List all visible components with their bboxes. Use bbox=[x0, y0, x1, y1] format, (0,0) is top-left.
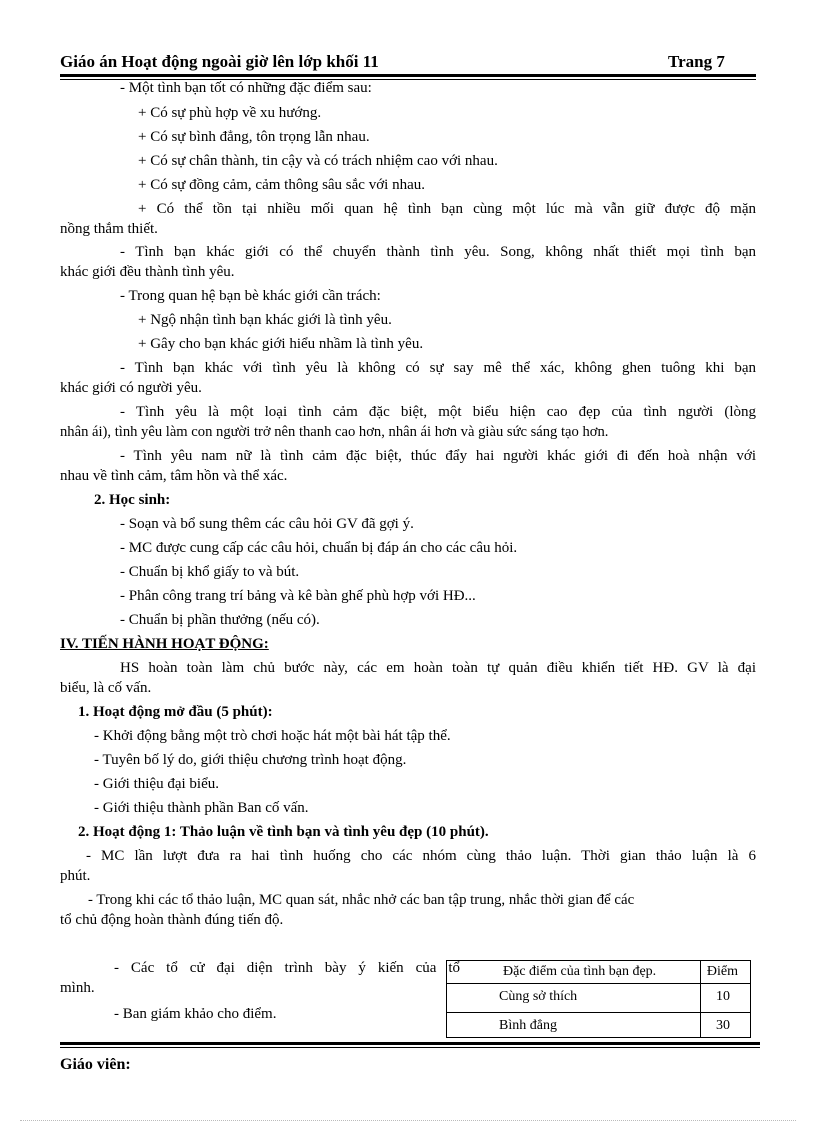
activity-heading: 2. Hoạt động 1: Thảo luận về tình bạn và tình yêu đẹp (10 phút). bbox=[78, 824, 489, 840]
paragraph-line: - MC lần lượt đưa ra hai tình huống cho các nhóm cùng thảo luận. Thời gian thảo luận là 6 bbox=[86, 848, 756, 864]
bullet-line: + Gây cho bạn khác giới hiểu nhầm là tình yêu. bbox=[138, 336, 424, 352]
paragraph-line: - Trong quan hệ bạn bè khác giới cần trách: bbox=[120, 288, 381, 304]
paragraph-line: - Một tình bạn tốt có những đặc điểm sau: bbox=[120, 80, 372, 96]
bullet-line: + Có sự bình đẳng, tôn trọng lẫn nhau. bbox=[138, 129, 370, 145]
paragraph-line: - Ban giám khảo cho điểm. bbox=[114, 1006, 277, 1022]
section-heading-students: 2. Học sinh: bbox=[94, 492, 171, 508]
activity-heading: 1. Hoạt động mở đầu (5 phút): bbox=[78, 704, 273, 720]
paragraph-line: - Tình yêu là một loại tình cảm đặc biệt, một biểu hiện cao đẹp của tình người (lòng bbox=[120, 404, 756, 420]
bullet-line: + Có thể tồn tại nhiều mối quan hệ tình bạn cùng một lúc mà vẫn giữ được độ mặn bbox=[138, 201, 756, 217]
page-edge bbox=[20, 1120, 796, 1121]
paragraph-line: phút. bbox=[60, 868, 91, 884]
table-cell-points: 10 bbox=[700, 984, 750, 1013]
table-header-criteria: Đặc điểm của tình bạn đẹp. bbox=[447, 961, 701, 984]
table-cell-points: 30 bbox=[700, 1013, 750, 1038]
bullet-line: + Có sự chân thành, tin cậy và có trách nhiệm cao với nhau. bbox=[138, 153, 498, 169]
footer-rule bbox=[60, 1042, 760, 1045]
paragraph-line: nhau về tình cảm, tâm hồn và thể xác. bbox=[60, 468, 288, 484]
table-cell-criteria: Cùng sở thích bbox=[447, 984, 701, 1013]
paragraph-line: khác giới đều thành tình yêu. bbox=[60, 264, 235, 280]
section-heading-activities: IV. TIẾN HÀNH HOẠT ĐỘNG: bbox=[60, 636, 269, 652]
list-item: - Soạn và bổ sung thêm các câu hỏi GV đã gợi ý. bbox=[120, 516, 414, 532]
list-item: - Giới thiệu thành phần Ban cố vấn. bbox=[94, 800, 309, 816]
footer-teacher-label: Giáo viên: bbox=[60, 1056, 131, 1073]
paragraph-line: nhân ái), tình yêu làm con người trở nên thanh cao hơn, nhân ái hơn và giàu sức sáng tạo hơn. bbox=[60, 424, 609, 440]
header-rule bbox=[60, 74, 756, 77]
paragraph-line: nồng thắm thiết. bbox=[60, 221, 158, 237]
list-item: - Tuyên bố lý do, giới thiệu chương trình hoạt động. bbox=[94, 752, 407, 768]
paragraph-line: tổ chủ động hoàn thành đúng tiến độ. bbox=[60, 912, 284, 928]
list-item: - MC được cung cấp các câu hỏi, chuẩn bị đáp án cho các câu hỏi. bbox=[120, 540, 518, 556]
page-number: Trang 7 bbox=[668, 52, 725, 71]
table-row bbox=[447, 1013, 751, 1038]
table-header-row bbox=[447, 961, 751, 984]
paragraph-line: khác giới có người yêu. bbox=[60, 380, 202, 396]
list-item: - Khởi động bằng một trò chơi hoặc hát một bài hát tập thể. bbox=[94, 728, 451, 744]
list-item: - Giới thiệu đại biểu. bbox=[94, 776, 219, 792]
score-table bbox=[446, 960, 751, 1038]
table-header-points: Điểm bbox=[700, 961, 750, 984]
list-item: - Chuẩn bị phần thưởng (nếu có). bbox=[120, 612, 320, 628]
document-title: Giáo án Hoạt động ngoài giờ lên lớp khối 11 bbox=[60, 52, 379, 71]
paragraph-line: - Các tổ cử đại diện trình bày ý kiến của tổ bbox=[114, 960, 460, 976]
table-cell-criteria: Bình đẳng bbox=[447, 1013, 701, 1038]
list-item: - Chuẩn bị khổ giấy to và bút. bbox=[120, 564, 300, 580]
bullet-line: + Ngộ nhận tình bạn khác giới là tình yêu. bbox=[138, 312, 392, 328]
bullet-line: + Có sự đồng cảm, cảm thông sâu sắc với nhau. bbox=[138, 177, 425, 193]
paragraph-line: - Trong khi các tổ thảo luận, MC quan sát, nhắc nhở các ban tập trung, nhắc thời gian để các bbox=[88, 892, 635, 908]
footer-rule-thin bbox=[60, 1047, 760, 1048]
paragraph-line: mình. bbox=[60, 980, 95, 996]
paragraph-line: HS hoàn toàn làm chủ bước này, các em hoàn toàn tự quản điều khiển tiết HĐ. GV là đại bbox=[120, 660, 756, 676]
bullet-line: + Có sự phù hợp về xu hướng. bbox=[138, 105, 322, 121]
page-break-mask bbox=[440, 1038, 760, 1058]
table-row bbox=[447, 984, 751, 1013]
paragraph-line: - Tình yêu nam nữ là tình cảm đặc biệt, thúc đẩy hai người khác giới đi đến hoà nhận với bbox=[120, 448, 756, 464]
list-item: - Phân công trang trí bảng và kê bàn ghế phù hợp với HĐ... bbox=[120, 588, 476, 604]
paragraph-line: biểu, là cố vấn. bbox=[60, 680, 152, 696]
page-header bbox=[60, 52, 760, 76]
paragraph-line: - Tình bạn khác giới có thể chuyển thành tình yêu. Song, không nhất thiết mọi tình bạn bbox=[120, 244, 756, 260]
paragraph-line: - Tình bạn khác với tình yêu là không có sự say mê thể xác, không ghen tuông khi bạn bbox=[120, 360, 756, 376]
